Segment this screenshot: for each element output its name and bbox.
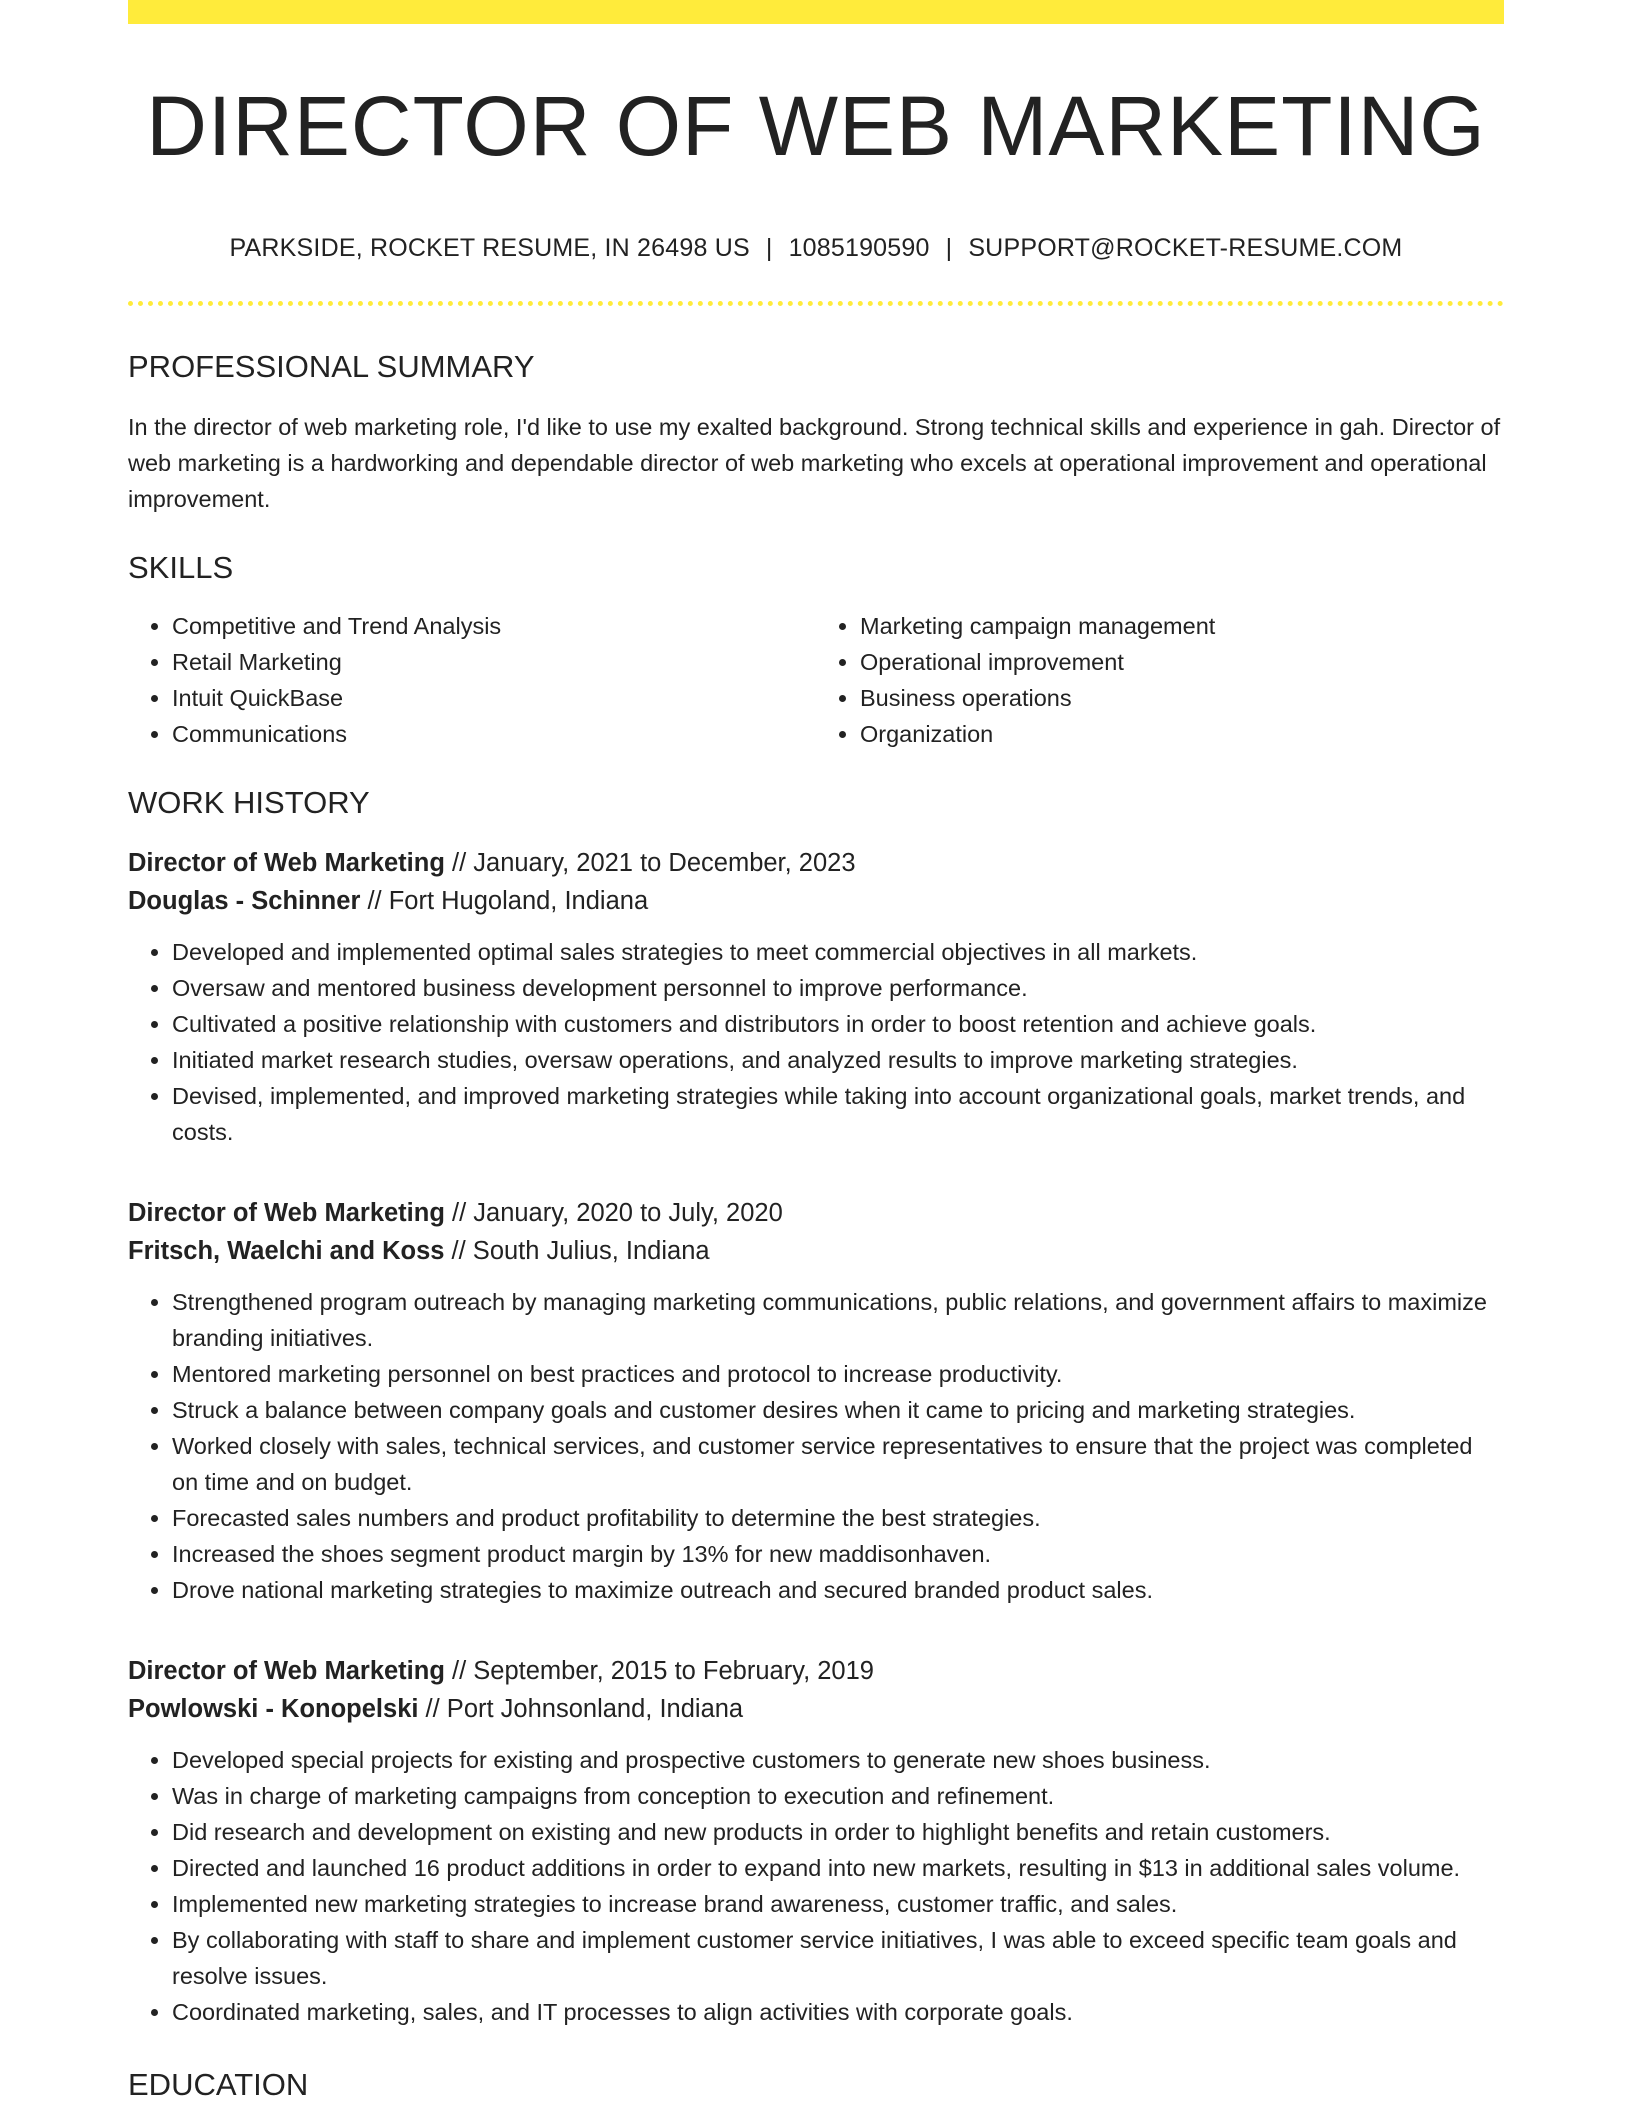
contact-separator: | — [945, 234, 953, 262]
job-bullet: • Cultivated a positive relationship with customers and distributors in order to boost retention and achieve goals. — [172, 1006, 1504, 1042]
skill-item: • Retail Marketing — [172, 644, 816, 680]
skill-item: • Business operations — [860, 680, 1504, 716]
job-bullet: • Developed and implemented optimal sales strategies to meet commercial objectives in all markets. — [172, 934, 1504, 970]
job-role: Director of Web Marketing — [128, 1198, 445, 1227]
skill-item: • Organization — [860, 716, 1504, 752]
education-heading: EDUCATION — [128, 2066, 309, 2102]
job-bullet: • Initiated market research studies, oversaw operations, and analyzed results to improve marketing strategies. — [172, 1042, 1504, 1078]
job-bullet: • Coordinated marketing, sales, and IT processes to align activities with corporate goals. — [172, 1994, 1504, 2030]
accent-top-bar — [128, 0, 1504, 24]
job-company-line — [128, 1232, 1504, 1270]
job-company: Douglas - Schinner — [128, 886, 361, 915]
job-role: Director of Web Marketing — [128, 848, 445, 877]
skills-grid — [128, 608, 1504, 752]
job-role: Director of Web Marketing — [128, 1656, 445, 1685]
resume-page — [128, 0, 1504, 2103]
summary-heading: PROFESSIONAL SUMMARY — [128, 349, 535, 384]
skill-item: • Intuit QuickBase — [172, 680, 816, 716]
job-dates: // January, 2020 to July, 2020 — [444, 1198, 783, 1227]
contact-separator: | — [765, 234, 773, 262]
job-location: // Fort Hugoland, Indiana — [360, 886, 649, 915]
phone: 1085190590 — [788, 234, 930, 262]
summary-text: In the director of web marketing role, I'd like to use my exalted background. Strong technical skills and experience in gah. Director of web marketing is a hardworking and dependable director of web marketing who excels at operational improvement and operational improvement. — [128, 414, 1501, 513]
resume-name: DIRECTOR OF WEB MARKETING — [146, 79, 1486, 173]
job-bullet: • Worked closely with sales, technical services, and customer service representatives to ensure that the project was completed on time and on budget. — [172, 1428, 1504, 1500]
job-bullet: • Forecasted sales numbers and product profitability to determine the best strategies. — [172, 1500, 1504, 1536]
job-bullet: • Was in charge of marketing campaigns from conception to execution and refinement. — [172, 1778, 1504, 1814]
job-bullet: • Mentored marketing personnel on best practices and protocol to increase productivity. — [172, 1356, 1504, 1392]
job-entry — [128, 1194, 1504, 1608]
job-title-line — [128, 1194, 1504, 1232]
job-bullet: • Increased the shoes segment product margin by 13% for new maddisonhaven. — [172, 1536, 1504, 1572]
dotted-divider — [128, 301, 1504, 306]
job-bullet: • Devised, implemented, and improved marketing strategies while taking into account organizational goals, market trends, and costs. — [172, 1078, 1504, 1150]
job-location: // Port Johnsonland, Indiana — [418, 1694, 744, 1723]
job-title-line — [128, 1652, 1504, 1690]
job-bullet: • Implemented new marketing strategies to increase brand awareness, customer traffic, and sales. — [172, 1886, 1504, 1922]
address: PARKSIDE, ROCKET RESUME, IN 26498 US — [229, 234, 750, 262]
job-bullet: • Directed and launched 16 product additions in order to expand into new markets, resulting in $13 in additional sales volume. — [172, 1850, 1504, 1886]
skill-item: • Marketing campaign management — [860, 608, 1504, 644]
skills-heading: SKILLS — [128, 550, 234, 586]
job-entry — [128, 1652, 1504, 2030]
job-title-line — [128, 844, 1504, 882]
skill-item: • Operational improvement — [860, 644, 1504, 680]
job-bullet: • Strengthened program outreach by managing marketing communications, public relations, and government affairs to maximize branding initiatives. — [172, 1284, 1504, 1356]
job-entry — [128, 844, 1504, 1150]
job-bullets — [128, 934, 1504, 1150]
job-company: Fritsch, Waelchi and Koss — [128, 1236, 445, 1265]
job-company-line — [128, 1690, 1504, 1728]
job-bullet: • Oversaw and mentored business development personnel to improve performance. — [172, 970, 1504, 1006]
job-bullet: • By collaborating with staff to share and implement customer service initiatives, I was able to exceed specific team goals and resolve issues. — [172, 1922, 1504, 1994]
skill-item: • Competitive and Trend Analysis — [172, 608, 816, 644]
job-location: // South Julius, Indiana — [444, 1236, 710, 1265]
job-company-line — [128, 882, 1504, 920]
job-bullet: • Drove national marketing strategies to maximize outreach and secured branded product sales. — [172, 1572, 1504, 1608]
job-dates: // January, 2021 to December, 2023 — [444, 848, 856, 877]
email[interactable]: SUPPORT@ROCKET-RESUME.COM — [968, 234, 1403, 262]
job-bullet: • Struck a balance between company goals and customer desires when it came to pricing and marketing strategies. — [172, 1392, 1504, 1428]
skill-item: • Communications — [172, 716, 816, 752]
skills-left-list — [128, 608, 816, 752]
job-company: Powlowski - Konopelski — [128, 1694, 419, 1723]
job-bullet: • Developed special projects for existing and prospective customers to generate new shoes business. — [172, 1742, 1504, 1778]
work-heading: WORK HISTORY — [128, 785, 370, 821]
job-dates: // September, 2015 to February, 2019 — [444, 1656, 874, 1685]
skills-right-list — [816, 608, 1504, 752]
job-bullets — [128, 1284, 1504, 1608]
job-bullets — [128, 1742, 1504, 2030]
contact-line — [128, 234, 1504, 263]
job-bullet: • Did research and development on existing and new products in order to highlight benefits and retain customers. — [172, 1814, 1504, 1850]
